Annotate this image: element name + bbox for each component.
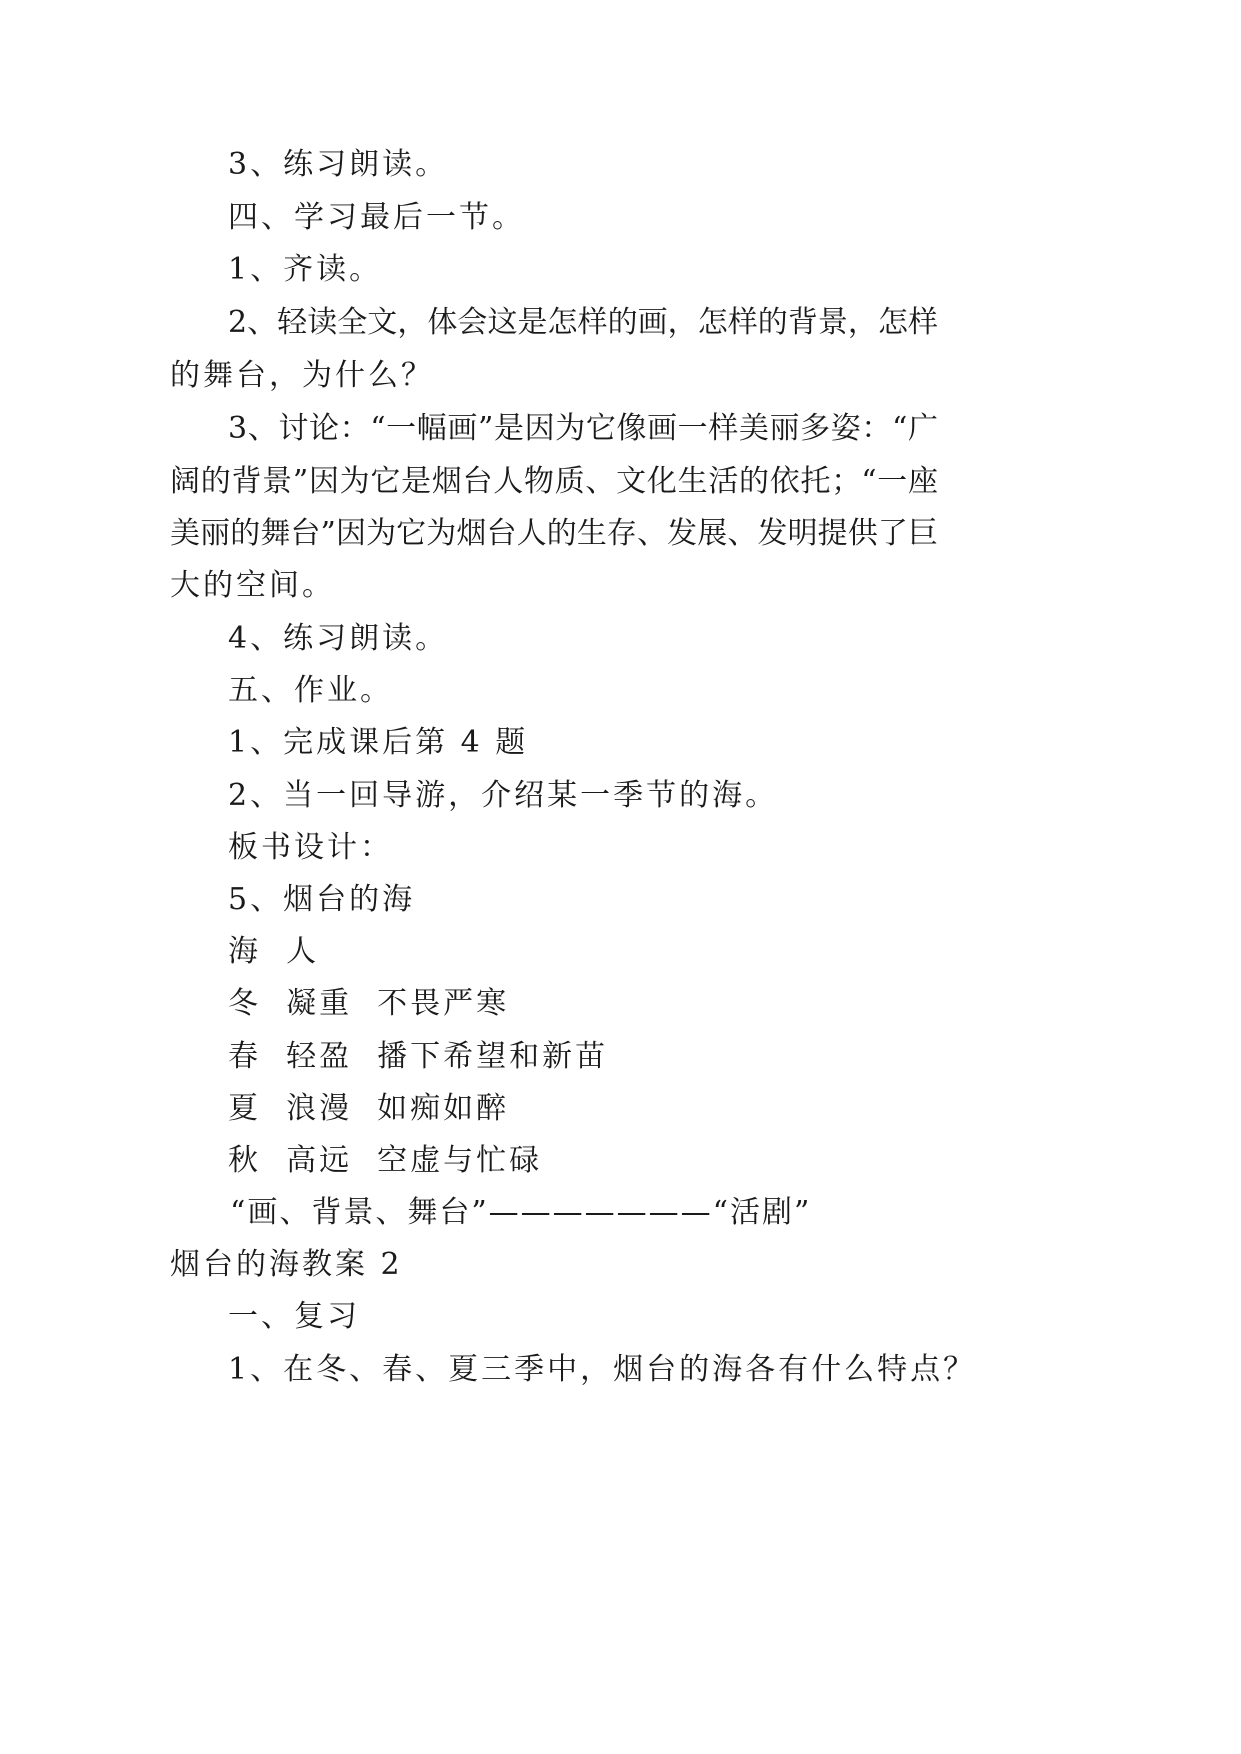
text-line: 3、讨论：“一幅画”是因为它像画一样美丽多姿：“广 — [228, 411, 938, 446]
text-line: 1、齐读。 — [228, 252, 383, 287]
text-line: 阔的背景”因为它是烟台人物质、文化生活的依托；“一座 — [170, 464, 938, 499]
text-line: 3、练习朗读。 — [228, 147, 449, 182]
text-line: 1、完成课后第 4 题 — [228, 725, 529, 760]
text-line: 2、轻读全文，体会这是怎样的画，怎样的背景，怎样 — [228, 305, 938, 340]
board-title: 5、烟台的海 — [228, 882, 416, 917]
text-line: 2、当一回导游，介绍某一季节的海。 — [228, 778, 779, 813]
board-line: 夏 浪漫 如痴如醉 — [228, 1091, 510, 1126]
text-line: 板书设计： — [228, 830, 393, 865]
board-line: 秋 高远 空虚与忙碌 — [228, 1143, 543, 1178]
text-line: 4、练习朗读。 — [228, 621, 449, 656]
section-heading: 四、学习最后一节。 — [228, 200, 525, 235]
section-heading: 五、作业。 — [228, 673, 393, 708]
text-line: 美丽的舞台”因为它为烟台人的生存、发展、发明提供了巨 — [170, 516, 938, 551]
text-line: 大的空间。 — [170, 568, 335, 603]
text-line: 1、在冬、春、夏三季中，烟台的海各有什么特点？ — [228, 1352, 977, 1387]
document-title: 烟台的海教案 2 — [170, 1247, 403, 1282]
board-line: 春 轻盈 播下希望和新苗 — [228, 1039, 609, 1074]
board-line: 海 人 — [228, 934, 320, 969]
board-line: 冬 凝重 不畏严寒 — [228, 986, 510, 1021]
section-heading: 一、复习 — [228, 1299, 360, 1334]
text-line: 的舞台，为什么？ — [170, 358, 434, 393]
board-line: “画、背景、舞台”———————“活剧” — [230, 1195, 812, 1230]
